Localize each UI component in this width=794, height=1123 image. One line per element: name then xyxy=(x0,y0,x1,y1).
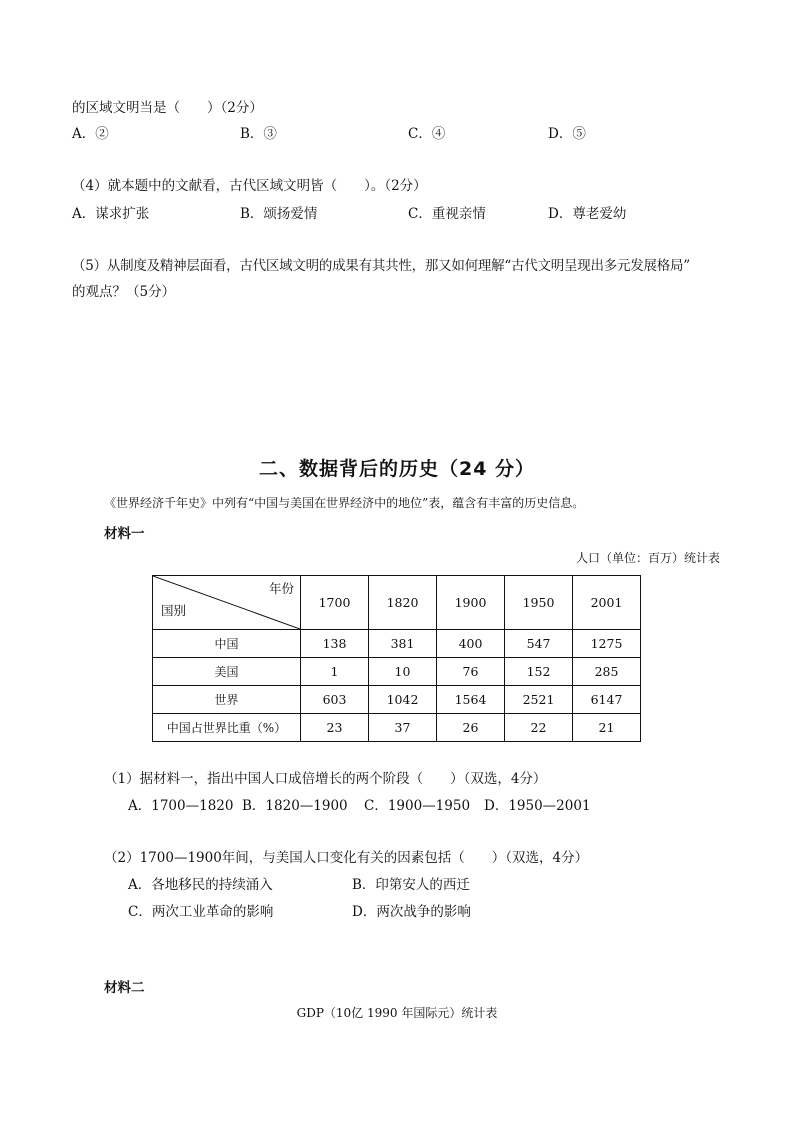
header-country-label: 国别 xyxy=(161,603,187,618)
table-row xyxy=(153,714,641,742)
table-row xyxy=(153,658,641,686)
q4-option-b: B．颂扬爱情 xyxy=(240,206,318,222)
q4-option-a: A．谋求扩张 xyxy=(72,206,150,222)
q3-option-b: B．③ xyxy=(240,126,277,142)
material-one-label: 材料一 xyxy=(104,526,145,542)
table-cell: 1564 xyxy=(437,686,505,714)
q3-option-d: D．⑤ xyxy=(548,126,586,142)
table-cell: 21 xyxy=(573,714,641,742)
table-cell: 1 xyxy=(301,658,369,686)
year-header: 1950 xyxy=(505,576,573,630)
q4-option-c: C．重视亲情 xyxy=(408,206,486,222)
table-row xyxy=(153,686,641,714)
s2-q2-stem: （2）1700—1900年间，与美国人口变化有关的因素包括（ ）（双选，4分） xyxy=(104,850,589,866)
s2-q2-option-d: D．两次战争的影响 xyxy=(352,904,471,920)
q3-stem: 的区域文明当是（ ）（2分） xyxy=(72,100,263,116)
table-cell: 76 xyxy=(437,658,505,686)
year-header: 1820 xyxy=(369,576,437,630)
table-cell: 6147 xyxy=(573,686,641,714)
gdp-table-caption: GDP（10亿 1990 年国际元）统计表 xyxy=(296,1006,498,1020)
q5-stem-line2: 的观点？（5分） xyxy=(72,284,176,300)
row-label: 中国 xyxy=(153,630,301,658)
table-cell: 1275 xyxy=(573,630,641,658)
table-cell: 152 xyxy=(505,658,573,686)
table-cell: 138 xyxy=(301,630,369,658)
table-cell: 603 xyxy=(301,686,369,714)
year-header: 1900 xyxy=(437,576,505,630)
q3-option-a: A．② xyxy=(72,126,109,142)
q4-option-d: D．尊老爱幼 xyxy=(548,206,627,222)
row-label: 美国 xyxy=(153,658,301,686)
q4-stem: （4）就本题中的文献看，古代区域文明皆（ ）。（2分） xyxy=(72,178,427,194)
s2-q2-option-a: A．各地移民的持续涌入 xyxy=(128,877,273,893)
year-header: 2001 xyxy=(573,576,641,630)
row-label: 世界 xyxy=(153,686,301,714)
table-cell: 547 xyxy=(505,630,573,658)
s2-q1-option-c: C．1900—1950 xyxy=(364,798,471,814)
table-cell: 381 xyxy=(369,630,437,658)
table-cell: 22 xyxy=(505,714,573,742)
population-table xyxy=(152,575,641,742)
table-cell: 400 xyxy=(437,630,505,658)
q3-option-c: C．④ xyxy=(408,126,446,142)
s2-q1-option-b: B．1820—1900 xyxy=(242,798,348,814)
table-cell: 2521 xyxy=(505,686,573,714)
s2-q1-option-a: A．1700—1820 xyxy=(128,798,234,814)
table-row xyxy=(153,630,641,658)
table-cell: 23 xyxy=(301,714,369,742)
table-cell: 1042 xyxy=(369,686,437,714)
section-title: 二、数据背后的历史（24 分） xyxy=(258,458,536,480)
table-cell: 26 xyxy=(437,714,505,742)
section-intro: 《世界经济千年史》中列有“中国与美国在世界经济中的地位”表，蕴含有丰富的历史信息。 xyxy=(104,496,585,510)
table-cell: 285 xyxy=(573,658,641,686)
s2-q2-option-c: C．两次工业革命的影响 xyxy=(128,904,274,920)
header-year-label: 年份 xyxy=(268,581,294,596)
material-two-label: 材料二 xyxy=(104,980,145,996)
population-table-caption: 人口（单位：百万）统计表 xyxy=(575,551,720,565)
table-cell: 37 xyxy=(369,714,437,742)
s2-q1-option-d: D．1950—2001 xyxy=(484,798,591,814)
diagonal-header-cell xyxy=(153,576,301,630)
q5-stem-line1: （5）从制度及精神层面看，古代区域文明的成果有其共性，那又如何理解“古代文明呈现出多元发展格局” xyxy=(72,258,690,274)
s2-q2-option-b: B．印第安人的西迁 xyxy=(352,877,470,893)
s2-q1-stem: （1）据材料一，指出中国人口成倍增长的两个阶段（ ）（双选，4分） xyxy=(104,771,547,787)
row-label: 中国占世界比重（%） xyxy=(153,714,301,742)
year-header: 1700 xyxy=(301,576,369,630)
table-cell: 10 xyxy=(369,658,437,686)
table-header-row xyxy=(153,576,641,630)
